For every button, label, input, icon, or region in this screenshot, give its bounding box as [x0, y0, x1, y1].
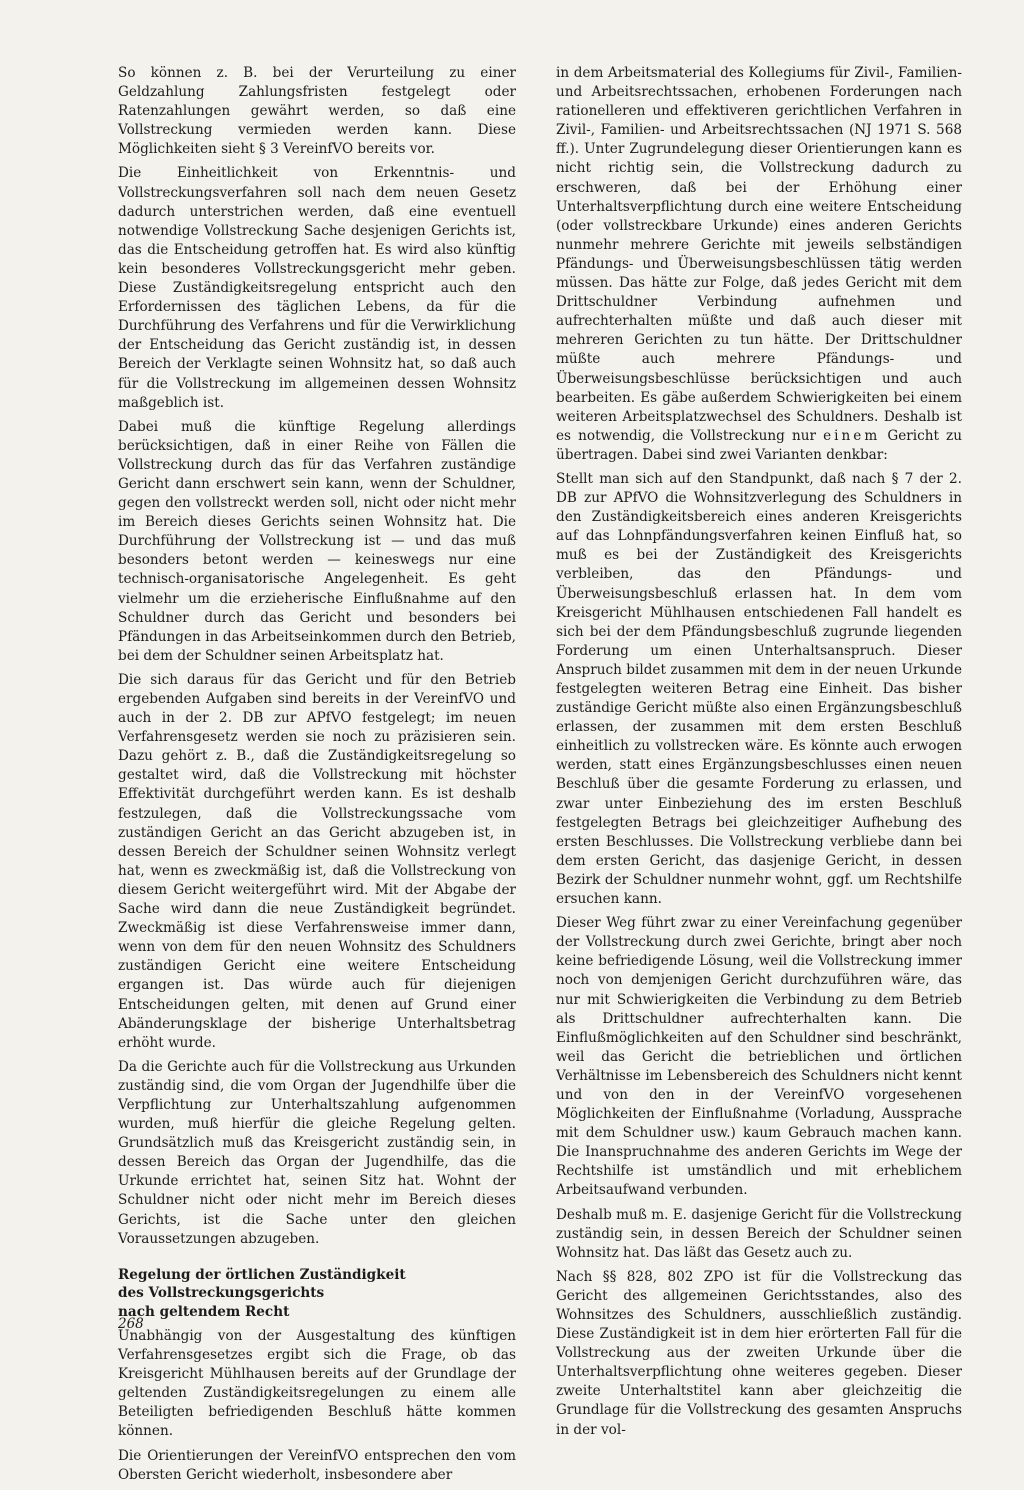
paragraph-text: Gericht zu übertragen. Dabei sind zwei Varianten denkbar: [556, 427, 962, 463]
paragraph: Die Orientierungen der VereinfVO entsprechen den vom Obersten Gericht wiederholt, insbesondere aber [118, 1447, 516, 1483]
paragraph: Die sich daraus für das Gericht und für den Betrieb ergebenden Aufgaben sind bereits in der VereinfVO und auch in der 2. DB zur APfVO festgelegt; im neuen Verfahrensgesetz werden sie noch zu präzisieren sein. Dazu gehört z. B., daß die Zuständigkeitsregelung so gestaltet wird, daß die Vollstreckung mit höchster Effektivität durchgeführt werden kann. Es ist deshalb festzulegen, daß die Vollstreckungssache vom zuständigen Gericht an das Gericht abzugeben ist, in dessen Bereich der Schuldner seinen Wohnsitz verlegt hat, wenn es zweckmäßig ist, daß die Vollstreckung von diesem Gericht weitergeführt wird. Mit der Abgabe der Sache wird dann die neue Zuständigkeit begründet. Zweckmäßig ist diese Verfahrensweise immer dann, wenn von dem für den neuen Wohnsitz des Schuldners zuständigen Gericht eine weitere Entscheidung ergangen ist. Das würde auch für diejenigen Entscheidungen gelten, mit denen auf Grund einer Abänderungsklage der bisherige Unterhaltsbetrag erhöht wurde. [118, 671, 516, 1051]
page-number: 268 [118, 1316, 144, 1332]
section-heading-line: Regelung der örtlichen Zuständigkeit [118, 1266, 406, 1283]
paragraph: Da die Gerichte auch für die Vollstreckung aus Urkunden zuständig sind, die vom Organ der Jugendhilfe über die Verpflichtung zur Unterhaltszahlung aufgenommen wurden, muß hierfür die gleiche Regelung gelten. Grundsätzlich muß das Kreisgericht zuständig sein, in dessen Bereich das Organ der Jugendhilfe, das die Urkunde errichtet hat, seinen Sitz hat. Wohnt der Schuldner nicht oder nicht mehr im Bereich dieses Gerichts, ist die Sache unter den gleichen Voraussetzungen abzugeben. [118, 1058, 516, 1247]
right-column [556, 64, 962, 1445]
paragraph: Dabei muß die künftige Regelung allerdings berücksichtigen, daß in einer Reihe von Fällen die Vollstreckung durch das für das Verfahren zuständige Gericht dann erschwert sein kann, wenn der Schuldner, gegen den vollstreckt werden soll, nicht oder nicht mehr im Bereich dieses Gerichts seinen Wohnsitz hat. Die Durchführung der Vollstreckung ist — und das muß besonders betont werden — keineswegs nur eine technisch-organisatorische Angelegenheit. Es geht vielmehr um die erzieherische Einflußnahme auf den Schuldner durch das Gericht und besonders bei Pfändungen in das Arbeitseinkommen durch den Betrieb, bei dem der Schuldner seinen Arbeitsplatz hat. [118, 418, 516, 664]
left-column [118, 64, 516, 1490]
paragraph: Nach §§ 828, 802 ZPO ist für die Vollstreckung das Gericht des allgemeinen Gerichtsstandes, also des Wohnsitzes des Schuldners, ausschließlich zuständig. Diese Zuständigkeit ist in dem hier erörterten Fall für die Vollstreckung aus der zweiten Urkunde über die Unterhaltsverpflichtung ohne weiteres gegeben. Dieser zweite Unterhaltstitel kann aber gleichzeitig die Grundlage für die Vollstreckung des gesamten Anspruchs in der vol- [556, 1268, 962, 1438]
section-heading [118, 1266, 516, 1321]
paragraph: Die Einheitlichkeit von Erkenntnis- und Vollstreckungsverfahren soll nach dem neuen Gesetz dadurch unterstrichen werden, daß eine eventuell notwendige Vollstreckung Sache desjenigen Gerichts ist, das die Entscheidung getroffen hat. Es wird also künftig kein besonderes Vollstreckungsgericht mehr geben. Diese Zuständigkeitsregelung entspricht auch den Erfordernissen des täglichen Lebens, da für die Durchführung des Verfahrens und für die Verwirklichung der Entscheidung das Gericht zuständig ist, in dessen Bereich der Verklagte seinen Wohnsitz hat, so daß auch für die Vollstreckung im allgemeinen dessen Wohnsitz maßgeblich ist. [118, 165, 516, 411]
emphasized-word: einem [823, 427, 881, 444]
section-heading-line: des Vollstreckungsgerichts [118, 1285, 325, 1302]
paragraph: Dieser Weg führt zwar zu einer Vereinfachung gegenüber der Vollstreckung durch zwei Gerichte, bringt aber noch keine befriedigende Lösung, weil die Vollstreckung immer noch von demjenigen Gericht durchzuführen wäre, das nur mit Schwierigkeiten die Verbindung zu dem Betrieb als Drittschuldner aufrechterhalten kann. Die Einflußmöglichkeiten auf den Schuldner sind beschränkt, weil das Gericht die betrieblichen und örtlichen Verhältnisse im Lebensbereich des Schuldners nicht kennt und von den in der VereinfVO vorgesehenen Möglichkeiten der Einflußnahme (Vorladung, Aussprache mit dem Schuldner usw.) kaum Gebrauch machen kann. Die Inanspruchnahme des anderen Gerichts im Wege der Rechtshilfe ist umständlich und mit erheblichem Arbeitsaufwand verbunden. [556, 915, 962, 1199]
paragraph: So können z. B. bei der Verurteilung zu einer Geldzahlung Zahlungsfristen festgelegt oder Ratenzahlungen gewährt werden, so daß eine Vollstreckung vermieden werden kann. Diese Möglichkeiten sieht § 3 VereinfVO bereits vor. [118, 65, 516, 158]
paragraph-text: in dem Arbeitsmaterial des Kollegiums für Zivil-, Familien- und Arbeitsrechtssachen, erhobenen Forderungen nach rationelleren und effektiveren gerichtlichen Verfahren in Zivil-, Familien- und Arbeitsrechtssachen (NJ 1971 S. 568 ff.). Unter Zugrundelegung dieser Orientierungen kann es nicht richtig sein, die Vollstreckung dadurch zu erschweren, daß bei der Erhöhung einer Unterhaltsverpflichtung durch eine weitere Entscheidung (oder vollstreckbare Urkunde) eines anderen Gerichts nunmehr mehrere Gerichte mit jeweils selbständigen Pfändungs- und Überweisungsbeschlüssen tätig werden müssen. Das hätte zur Folge, daß jedes Gericht mit dem Drittschuldner Verbindung aufnehmen und aufrechterhalten müßte und daß auch dieser mit mehreren Gerichten zu tun hätte. Der Drittschuldner müßte auch mehrere Pfändungs- und Überweisungsbeschlüsse berücksichtigen und auch bearbeiten. Es gäbe außerdem Schwierigkeiten bei einem weiteren Arbeitsplatzwechsel des Schuldners. Deshalb ist es notwendig, die Vollstreckung nur [556, 65, 962, 444]
paragraph: Stellt man sich auf den Standpunkt, daß nach § 7 der 2. DB zur APfVO die Wohnsitzverlegung des Schuldners in den Zuständigkeitsbereich eines anderen Kreisgerichts auf das Lohnpfändungsverfahren keinen Einfluß hat, so muß es bei der Zuständigkeit des Kreisgerichts verbleiben, das den Pfändungs- und Überweisungsbeschluß erlassen hat. In dem vom Kreisgericht Mühlhausen entschiedenen Fall handelt es sich bei der dem Pfändungsbeschluß zugrunde liegenden Forderung um einen Unterhaltsanspruch. Dieser Anspruch bildet zusammen mit dem in der neuen Urkunde festgelegten weiteren Betrag eine Einheit. Das bisher zuständige Gericht müßte also einen Ergänzungsbeschluß erlassen, der zusammen mit dem ersten Beschluß einheitlich zu vollstrecken wäre. Es könnte auch erwogen werden, statt eines Ergänzungsbeschlusses einen neuen Beschluß über die gesamte Forderung zu erlassen, und zwar unter Einbeziehung des im ersten Beschluß festgelegten Betrags bei gleichzeitiger Aufhebung des ersten Beschlusses. Die Vollstreckung verbliebe dann bei dem ersten Gericht, das dasjenige Gericht, in dessen Bezirk der Schuldner nunmehr wohnt, ggf. um Rechtshilfe ersuchen kann. [556, 470, 962, 908]
paragraph: Unabhängig von der Ausgestaltung des künftigen Verfahrensgesetzes ergibt sich die Frage, ob das Kreisgericht Mühlhausen bereits auf der Grundlage der geltenden Zuständigkeitsregelungen zu einem alle Beteiligten befriedigenden Beschluß hätte kommen können. [118, 1327, 516, 1440]
paragraph [556, 64, 962, 465]
section-heading-line: nach geltendem Recht [118, 1303, 290, 1320]
paragraph: Deshalb muß m. E. dasjenige Gericht für die Vollstreckung zuständig sein, in dessen Bereich der Schuldner seinen Wohnsitz hat. Das läßt das Gesetz auch zu. [556, 1206, 962, 1261]
